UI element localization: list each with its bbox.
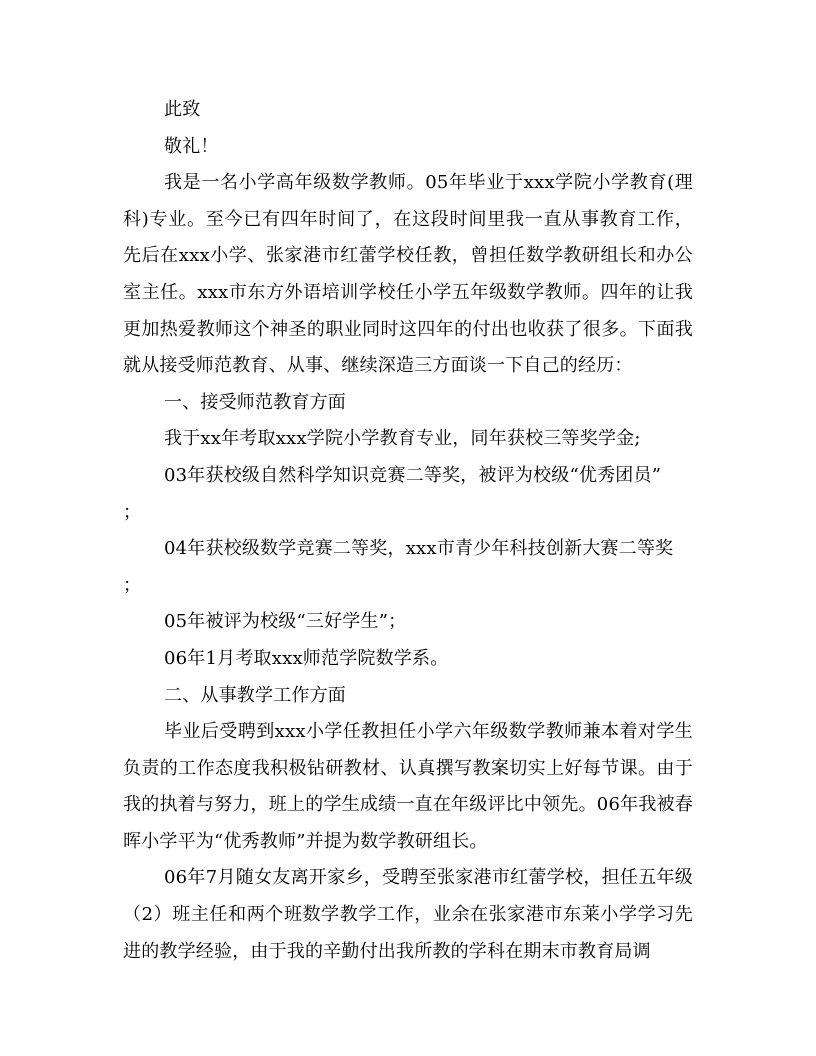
closing-salutation-jing-li: 敬礼！ xyxy=(164,135,219,157)
section-heading-teacher-education: 一、接受师范教育方面 xyxy=(164,391,346,413)
education-item-admission: 我于xx年考取xxx学院小学教育专业，同年获校三等奖学金; xyxy=(164,428,641,450)
section-heading-teaching-work: 二、从事教学工作方面 xyxy=(164,684,346,706)
intro-paragraph: 我是一名小学高年级数学教师。05年毕业于xxx学院小学教育(理科)专业。至今已有四年时间了，在这段时间里我一直从事教育工作，先后在xxx小学、张家港市红蕾学校任教，曾担任数学教研组长和办公室主任。xxx市东方外语培训学校任小学五年级数学教师。四年的让我更加热爱教师这个神圣的职业同时这四年的付出也收获了很多。下面我就从接受师范教育、从事、继续深造三方面谈一下自己的经历： xyxy=(123,172,693,377)
education-item-04-award-punctuation: ； xyxy=(123,574,142,596)
closing-salutation-ci-zhi: 此致 xyxy=(164,99,201,120)
education-item-03-award-punctuation: ； xyxy=(123,501,142,523)
teaching-work-paragraph-1: 毕业后受聘到xxx小学任教担任小学六年级数学教师兼本着对学生负责的工作态度我积极钻研教材、认真撰写教案切实上好每节课。由于我的执着与努力，班上的学生成绩一直在年级评比中领先。06年我被春晖小学平为“优秀教师”并提为数学教研组长。 xyxy=(123,721,693,852)
education-item-04-award: 04年获校级数学竞赛二等奖，xxx市青少年科技创新大赛二等奖 xyxy=(164,538,674,560)
teaching-work-paragraph-2: 06年7月随女友离开家乡，受聘至张家港市红蕾学校，担任五年级（2）班主任和两个班数学教学工作，业余在张家港市东莱小学学习先进的教学经验，由于我的辛勤付出我所教的学科在期末市教育局调 xyxy=(123,867,693,962)
education-item-03-award: 03年获校级自然科学知识竞赛二等奖，被评为校级“优秀团员” xyxy=(164,464,662,486)
document-body xyxy=(123,92,693,970)
education-item-05-award: 05年被评为校级“三好学生”； xyxy=(164,611,407,633)
education-item-06-admission: 06年1月考取xxx师范学院数学系。 xyxy=(164,647,449,669)
